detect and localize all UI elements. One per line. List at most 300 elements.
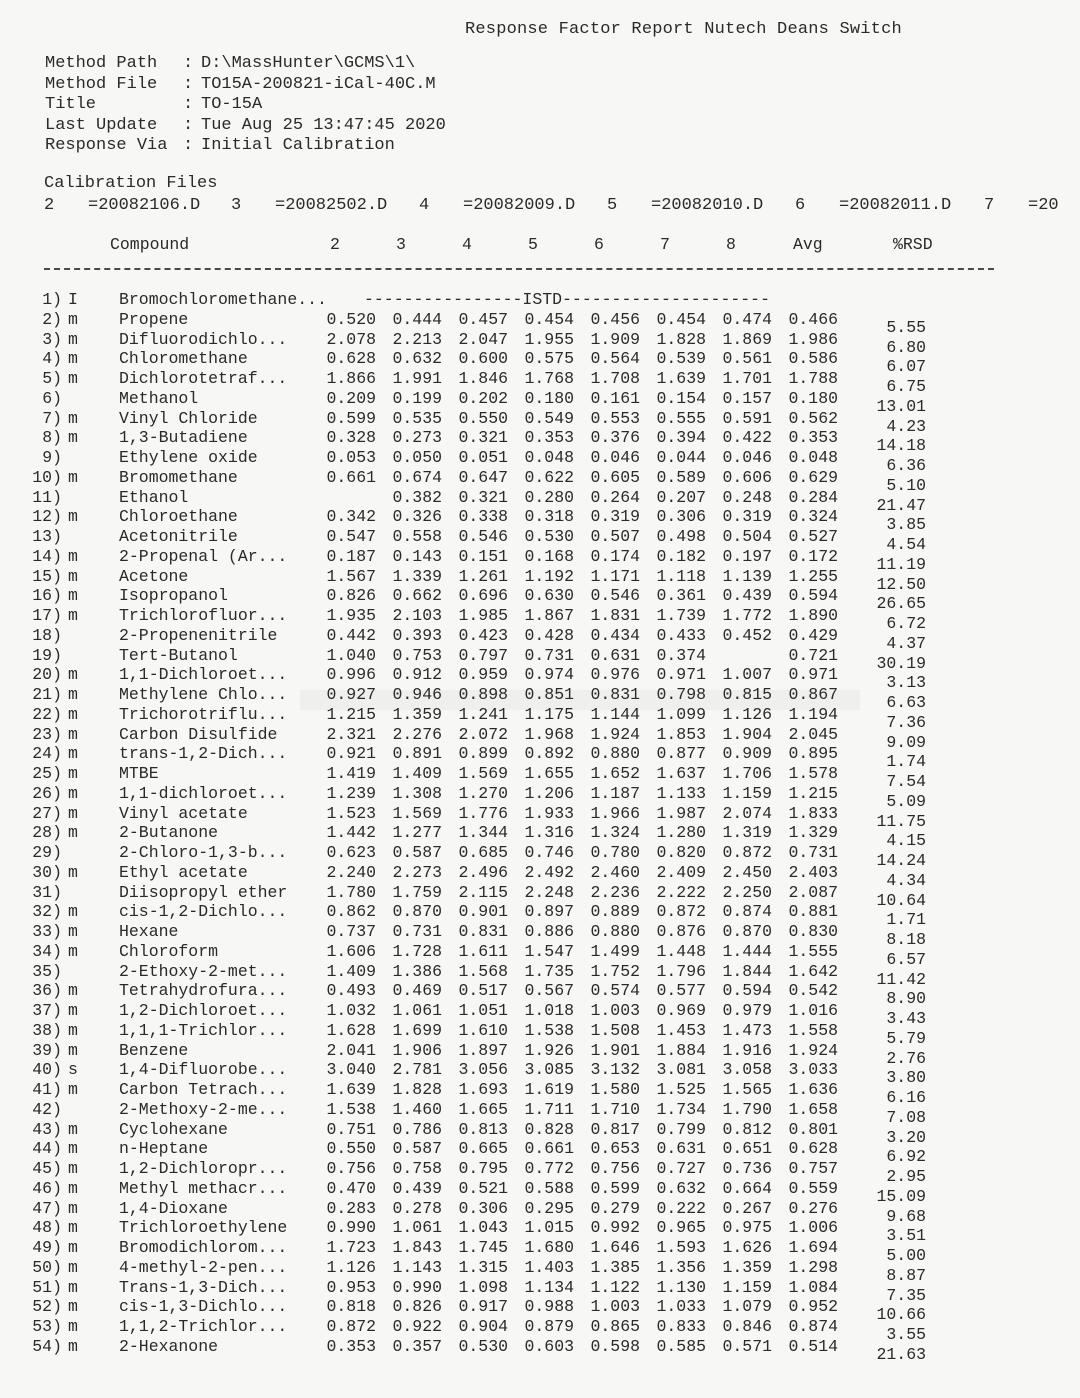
row-number: 30) <box>32 862 62 882</box>
row-number: 42) <box>32 1099 62 1119</box>
response-value: 0.662 <box>392 586 442 606</box>
rsd-value: 4.15 <box>886 831 926 851</box>
avg-value: 0.874 <box>788 1317 838 1336</box>
table-row <box>0 349 1080 377</box>
rsd-value: 8.90 <box>886 989 926 1009</box>
compound-name: MTBE <box>119 764 159 783</box>
avg-value: 0.514 <box>788 1336 838 1356</box>
response-value: 1.646 <box>590 1238 640 1257</box>
row-type: m <box>68 803 78 823</box>
response-value: 0.737 <box>326 922 376 941</box>
rsd-value: 3.13 <box>886 673 926 693</box>
response-value: 0.826 <box>392 1297 442 1317</box>
response-value: 0.187 <box>326 546 376 566</box>
response-value: 0.661 <box>524 1139 574 1159</box>
response-value: 0.780 <box>590 843 640 862</box>
response-value: 0.498 <box>656 527 706 546</box>
response-value: 0.651 <box>722 1139 772 1159</box>
response-value: 0.546 <box>458 527 508 546</box>
row-number: 3) <box>42 329 62 349</box>
compound-name: Chloromethane <box>119 349 248 369</box>
response-value: 0.470 <box>326 1178 376 1198</box>
response-value: 0.922 <box>392 1317 442 1336</box>
compound-name: trans-1,2-Dich... <box>119 744 288 764</box>
response-value: 1.538 <box>524 1020 574 1040</box>
response-value: 1.906 <box>392 1040 442 1060</box>
response-value: 0.996 <box>326 665 376 685</box>
response-value: 1.386 <box>392 961 442 981</box>
compound-name: Cyclohexane <box>119 1119 228 1139</box>
avg-value: 3.033 <box>788 1060 838 1080</box>
avg-value: 0.867 <box>788 685 838 704</box>
rsd-value: 7.08 <box>886 1107 926 1127</box>
response-value: 0.631 <box>656 1139 706 1159</box>
avg-value: 0.594 <box>788 586 838 606</box>
compound-name: Vinyl Chloride <box>119 408 258 428</box>
response-value: 0.321 <box>458 487 508 507</box>
rsd-value: 2.95 <box>886 1167 926 1186</box>
response-value: 1.043 <box>458 1218 508 1238</box>
response-value: 0.357 <box>392 1336 442 1356</box>
avg-value: 0.895 <box>788 744 838 764</box>
response-value: 1.448 <box>656 941 706 961</box>
response-value: 0.382 <box>392 487 442 507</box>
avg-value: 0.830 <box>788 922 838 941</box>
compound-name: n-Heptane <box>119 1139 209 1159</box>
response-value: 2.047 <box>458 329 508 349</box>
table-row <box>0 783 1080 811</box>
response-value: 1.324 <box>590 823 640 843</box>
column-avg: Avg <box>793 235 823 254</box>
response-value: 0.653 <box>590 1139 640 1159</box>
response-value: 2.460 <box>590 862 640 882</box>
row-number: 41) <box>32 1080 62 1099</box>
response-value: 1.790 <box>722 1099 772 1119</box>
response-value: 0.909 <box>722 744 772 764</box>
response-value: 1.525 <box>656 1080 706 1099</box>
avg-value: 1.255 <box>788 566 838 586</box>
response-value: 0.898 <box>458 685 508 704</box>
calibration-file: =20082011.D <box>839 196 952 215</box>
table-row <box>0 369 1080 396</box>
response-value: 0.342 <box>326 507 376 527</box>
response-value: 0.182 <box>656 546 706 566</box>
rsd-value: 5.09 <box>886 791 926 811</box>
row-type: m <box>68 606 78 625</box>
response-value: 0.917 <box>458 1297 508 1317</box>
response-value: 1.134 <box>524 1277 574 1297</box>
response-value: 1.359 <box>722 1257 772 1277</box>
row-number: 12) <box>32 507 62 527</box>
rsd-value: 14.18 <box>876 436 926 456</box>
response-value: 0.971 <box>656 665 706 685</box>
response-value: 0.571 <box>722 1336 772 1356</box>
response-value: 1.580 <box>590 1080 640 1099</box>
response-value: 1.987 <box>656 803 706 823</box>
row-type: m <box>68 665 78 685</box>
response-value: 1.701 <box>722 369 772 388</box>
response-value: 1.734 <box>656 1099 706 1119</box>
table-row <box>0 882 1080 910</box>
istd-marker: ----------------ISTD--------------------- <box>364 290 770 309</box>
row-number: 43) <box>32 1119 62 1139</box>
table-row <box>0 823 1080 851</box>
row-type: m <box>68 408 78 428</box>
response-value: 0.295 <box>524 1198 574 1218</box>
avg-value: 0.353 <box>788 428 838 448</box>
response-value: 0.575 <box>524 349 574 369</box>
table-row <box>0 922 1080 949</box>
response-value: 1.409 <box>392 764 442 783</box>
response-value: 1.867 <box>524 606 574 625</box>
response-value: 1.187 <box>590 783 640 803</box>
response-value: 1.316 <box>524 823 574 843</box>
calibration-level: 7 <box>984 196 995 215</box>
response-value: 1.606 <box>326 941 376 961</box>
response-value: 2.276 <box>392 724 442 744</box>
response-value: 0.665 <box>458 1139 508 1159</box>
row-number: 14) <box>32 546 62 566</box>
calibration-file: =20082106.D <box>88 196 201 215</box>
rsd-value: 6.57 <box>886 949 926 969</box>
row-number: 40) <box>32 1060 62 1080</box>
response-value: 0.393 <box>392 625 442 645</box>
response-value: 0.897 <box>524 902 574 922</box>
response-value: 0.168 <box>524 546 574 566</box>
response-value: 1.098 <box>458 1277 508 1297</box>
avg-value: 0.628 <box>788 1139 838 1159</box>
response-value: 0.797 <box>458 645 508 665</box>
response-value: 1.239 <box>326 783 376 803</box>
row-number: 28) <box>32 823 62 843</box>
response-value: 0.161 <box>590 388 640 408</box>
table-row <box>0 448 1080 475</box>
avg-value: 0.721 <box>788 645 838 665</box>
response-value: 2.115 <box>458 882 508 902</box>
response-value: 0.394 <box>656 428 706 448</box>
report-header <box>45 54 446 157</box>
compound-name: Ethyl acetate <box>119 862 248 882</box>
rsd-value: 4.34 <box>886 870 926 890</box>
avg-value: 1.890 <box>788 606 838 625</box>
response-value: 1.708 <box>590 369 640 388</box>
response-value: 0.889 <box>590 902 640 922</box>
table-row <box>0 1178 1080 1206</box>
response-value: 0.901 <box>458 902 508 922</box>
response-value: 0.912 <box>392 665 442 685</box>
table-row <box>0 1139 1080 1167</box>
response-value: 0.623 <box>326 843 376 862</box>
response-value: 0.504 <box>722 527 772 546</box>
calibration-files-list <box>44 196 1080 220</box>
response-value: 0.442 <box>326 625 376 645</box>
response-value: 2.250 <box>722 882 772 902</box>
table-row <box>0 1317 1080 1344</box>
response-value: 1.280 <box>656 823 706 843</box>
response-value: 0.605 <box>590 467 640 487</box>
response-value: 0.874 <box>722 902 772 922</box>
response-value: 0.374 <box>656 645 706 665</box>
response-value: 0.361 <box>656 586 706 606</box>
response-value: 1.611 <box>458 941 508 961</box>
avg-value: 0.629 <box>788 467 838 487</box>
response-value: 0.318 <box>524 507 574 527</box>
compound-name: Methanol <box>119 388 199 408</box>
response-value: 1.130 <box>656 1277 706 1297</box>
calibration-level: 2 <box>44 196 55 215</box>
row-number: 32) <box>32 902 62 922</box>
response-value: 1.933 <box>524 803 574 823</box>
calibration-level: 6 <box>795 196 806 215</box>
row-number: 34) <box>32 941 62 961</box>
calibration-level: 5 <box>607 196 618 215</box>
row-type: m <box>68 566 78 586</box>
row-type: m <box>68 1040 78 1060</box>
row-number: 36) <box>32 981 62 1001</box>
rsd-value: 7.36 <box>886 712 926 732</box>
row-type: m <box>68 428 78 448</box>
response-value: 1.916 <box>722 1040 772 1060</box>
row-type: m <box>68 1020 78 1040</box>
response-value: 1.706 <box>722 764 772 783</box>
response-value: 0.990 <box>326 1218 376 1238</box>
header-value: Initial Calibration <box>201 136 395 155</box>
compound-name: 1,1,2-Trichlor... <box>119 1317 288 1336</box>
response-value: 1.567 <box>326 566 376 586</box>
response-value: 0.674 <box>392 467 442 487</box>
response-value: 0.199 <box>392 388 442 408</box>
row-type: m <box>68 1001 78 1020</box>
row-number: 29) <box>32 843 62 862</box>
header-divider <box>44 268 994 270</box>
rsd-value: 30.19 <box>876 653 926 673</box>
row-number: 37) <box>32 1001 62 1020</box>
rsd-value: 6.72 <box>886 614 926 633</box>
row-number: 10) <box>32 467 62 487</box>
report-title: Response Factor Report Nutech Deans Switch <box>465 20 902 39</box>
rsd-value: 9.09 <box>886 732 926 752</box>
row-number: 7) <box>42 408 62 428</box>
response-value: 1.079 <box>722 1297 772 1317</box>
response-value: 1.215 <box>326 704 376 724</box>
response-value: 1.569 <box>392 803 442 823</box>
compound-name: Propene <box>119 309 189 329</box>
response-value: 0.965 <box>656 1218 706 1238</box>
row-type: m <box>68 941 78 961</box>
row-type: m <box>68 783 78 803</box>
response-value: 0.507 <box>590 527 640 546</box>
table-row <box>0 704 1080 732</box>
response-value: 0.600 <box>458 349 508 369</box>
compound-name: Trichorotriflu... <box>119 704 288 724</box>
table-row <box>0 546 1080 574</box>
table-row <box>0 1257 1080 1285</box>
rsd-value: 21.63 <box>876 1344 926 1364</box>
avg-value: 0.466 <box>788 309 838 329</box>
response-value: 1.003 <box>590 1001 640 1020</box>
response-value: 1.955 <box>524 329 574 349</box>
avg-value: 1.788 <box>788 369 838 388</box>
response-value: 0.574 <box>590 981 640 1001</box>
row-type: m <box>68 922 78 941</box>
row-type: m <box>68 546 78 566</box>
response-value: 0.444 <box>392 309 442 329</box>
table-row <box>0 1297 1080 1325</box>
compound-name: 1,1,1-Trichlor... <box>119 1020 288 1040</box>
header-label: Title <box>45 95 97 114</box>
response-value: 0.599 <box>590 1178 640 1198</box>
compound-name: Methyl methacr... <box>119 1178 288 1198</box>
rsd-value: 6.36 <box>886 456 926 475</box>
response-value: 1.884 <box>656 1040 706 1060</box>
response-value: 1.144 <box>590 704 640 724</box>
response-value: 0.547 <box>326 527 376 546</box>
response-value: 0.422 <box>722 428 772 448</box>
response-value: 0.880 <box>590 922 640 941</box>
calibration-file: =20 <box>1028 196 1059 215</box>
response-value: 1.339 <box>392 566 442 586</box>
row-number: 50) <box>32 1257 62 1277</box>
response-value: 1.924 <box>590 724 640 744</box>
row-type: m <box>68 1080 78 1099</box>
row-type: m <box>68 1297 78 1317</box>
row-type: m <box>68 1198 78 1218</box>
response-value: 2.074 <box>722 803 772 823</box>
compound-name: Chloroform <box>119 941 219 961</box>
response-value: 0.828 <box>524 1119 574 1139</box>
response-value: 0.051 <box>458 448 508 467</box>
response-value: 1.593 <box>656 1238 706 1257</box>
response-value: 0.561 <box>722 349 772 369</box>
rsd-value: 3.51 <box>886 1226 926 1246</box>
compound-name: Isopropanol <box>119 586 228 606</box>
response-value: 0.886 <box>524 922 574 941</box>
response-value: 1.159 <box>722 1277 772 1297</box>
response-value: 1.538 <box>326 1099 376 1119</box>
header-value: TO-15A <box>201 95 263 114</box>
response-value: 0.328 <box>326 428 376 448</box>
avg-value: 1.006 <box>788 1218 838 1238</box>
response-value: 1.639 <box>326 1080 376 1099</box>
response-value: 0.553 <box>590 408 640 428</box>
table-row <box>0 803 1080 831</box>
row-type: m <box>68 329 78 349</box>
response-value: 0.589 <box>656 467 706 487</box>
row-type: m <box>68 1317 78 1336</box>
table-row <box>0 428 1080 456</box>
compound-name: 2-Methoxy-2-me... <box>119 1099 288 1119</box>
response-value: 0.594 <box>722 981 772 1001</box>
response-value: 0.632 <box>656 1178 706 1198</box>
response-value: 1.985 <box>458 606 508 625</box>
response-value: 1.033 <box>656 1297 706 1317</box>
row-type: m <box>68 467 78 487</box>
row-type: m <box>68 981 78 1001</box>
response-value: 1.308 <box>392 783 442 803</box>
column-level: 6 <box>594 235 604 254</box>
response-value: 1.171 <box>590 566 640 586</box>
rsd-value: 4.23 <box>886 416 926 436</box>
row-type: m <box>68 1257 78 1277</box>
response-value: 3.081 <box>656 1060 706 1080</box>
table-row <box>0 665 1080 693</box>
avg-value: 0.542 <box>788 981 838 1001</box>
row-type: m <box>68 724 78 744</box>
response-value: 0.892 <box>524 744 574 764</box>
response-value: 0.273 <box>392 428 442 448</box>
response-value: 0.143 <box>392 546 442 566</box>
response-value: 0.862 <box>326 902 376 922</box>
response-value: 0.046 <box>722 448 772 467</box>
response-value: 2.103 <box>392 606 442 625</box>
response-value: 1.628 <box>326 1020 376 1040</box>
response-value: 0.927 <box>326 685 376 704</box>
response-value: 0.685 <box>458 843 508 862</box>
response-value: 1.869 <box>722 329 772 349</box>
column-level: 5 <box>528 235 538 254</box>
response-value: 0.826 <box>326 586 376 606</box>
row-number: 4) <box>42 349 62 369</box>
response-value: 1.735 <box>524 961 574 981</box>
response-value: 2.078 <box>326 329 376 349</box>
response-value: 1.040 <box>326 645 376 665</box>
response-value: 0.209 <box>326 388 376 408</box>
response-value: 1.133 <box>656 783 706 803</box>
row-number: 33) <box>32 922 62 941</box>
response-value: 1.568 <box>458 961 508 981</box>
row-number: 24) <box>32 744 62 764</box>
response-value: 1.665 <box>458 1099 508 1119</box>
response-value: 0.818 <box>326 1297 376 1317</box>
avg-value: 0.757 <box>788 1159 838 1178</box>
header-label: Method Path <box>45 54 158 73</box>
response-value: 0.758 <box>392 1159 442 1178</box>
compound-name: 2-Chloro-1,3-b... <box>119 843 288 862</box>
response-value: 1.652 <box>590 764 640 783</box>
response-value: 1.403 <box>524 1257 574 1277</box>
response-value: 1.018 <box>524 1001 574 1020</box>
avg-value: 0.559 <box>788 1178 838 1198</box>
response-value: 1.655 <box>524 764 574 783</box>
response-value: 0.535 <box>392 408 442 428</box>
compound-name: Carbon Tetrach... <box>119 1080 288 1099</box>
response-value: 0.628 <box>326 349 376 369</box>
column-level: 4 <box>462 235 472 254</box>
response-value: 2.321 <box>326 724 376 744</box>
response-value: 0.606 <box>722 467 772 487</box>
response-value: 1.143 <box>392 1257 442 1277</box>
rsd-value: 10.66 <box>876 1305 926 1325</box>
response-value: 0.798 <box>656 685 706 704</box>
response-value: 0.865 <box>590 1317 640 1336</box>
response-value: 0.550 <box>458 408 508 428</box>
avg-value: 1.084 <box>788 1277 838 1297</box>
compound-name: 4-methyl-2-pen... <box>119 1257 288 1277</box>
avg-value: 0.180 <box>788 388 838 408</box>
response-value: 0.326 <box>392 507 442 527</box>
response-value: 0.157 <box>722 388 772 408</box>
calibration-level: 4 <box>419 196 430 215</box>
rsd-value: 5.79 <box>886 1028 926 1048</box>
response-value: 1.639 <box>656 369 706 388</box>
column-compound: Compound <box>110 235 190 254</box>
row-type: s <box>68 1060 78 1080</box>
avg-value: 0.429 <box>788 625 838 645</box>
table-row <box>0 586 1080 614</box>
row-number: 44) <box>32 1139 62 1159</box>
compound-name: Acetonitrile <box>119 527 238 546</box>
response-value: 1.843 <box>392 1238 442 1257</box>
